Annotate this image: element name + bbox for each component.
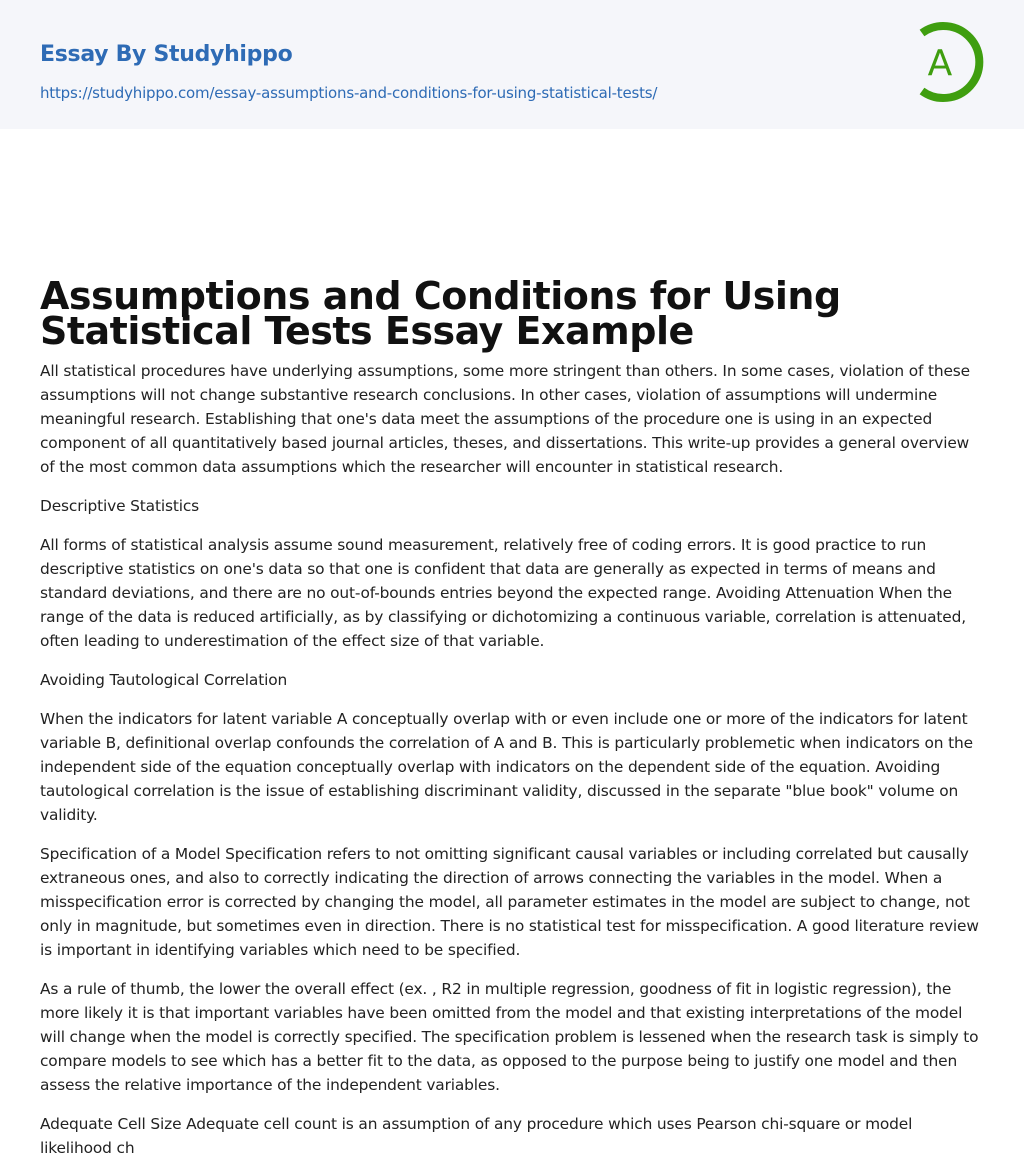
paragraph: All forms of statistical analysis assume sound measurement, relatively free of coding errors. It is good practice to run descriptive statistics on one's data so that one is confident that data are generally as expected in terms of means and standard deviations, and there are no out-of-bounds entries beyond the expected range. Avoiding Attenuation When the range of the data is reduced artificially, as by classifying or dichotomizing a continuous variable, correlation is attenuated, often leading to underestimation of the effect size of that variable. bbox=[40, 536, 966, 650]
section-heading: Avoiding Tautological Correlation bbox=[40, 671, 288, 689]
svg-text:A: A bbox=[927, 43, 953, 84]
paragraph: Adequate Cell Size Adequate cell count is an assumption of any procedure which uses Pearson chi-square or model likelihood ch bbox=[40, 1115, 913, 1157]
site-brand[interactable]: Essay By Studyhippo bbox=[40, 42, 293, 67]
page-url-link[interactable]: https://studyhippo.com/essay-assumptions-and-conditions-for-using-statistical-tests/ bbox=[40, 84, 658, 102]
article-title: Assumptions and Conditions for Using Statistical Tests Essay Example bbox=[40, 274, 841, 353]
site-header bbox=[0, 0, 1024, 129]
paragraph: When the indicators for latent variable A conceptually overlap with or even include one or more of the indicators for latent variable B, definitional overlap confounds the correlation of A and B. This is particularly problemetic when indicators on the independent side of the equation conceptually overlap with indicators on the dependent side of the equation. Avoiding tautological correlation is the issue of establishing discriminant validity, discussed in the separate "blue book" volume on validity. bbox=[40, 710, 973, 824]
article bbox=[0, 129, 1024, 1160]
section-heading: Descriptive Statistics bbox=[40, 497, 200, 515]
paragraph: As a rule of thumb, the lower the overall effect (ex. , R2 in multiple regression, goodness of fit in logistic regression), the more likely it is that important variables have been omitted from the model and that existing interpretations of the model will change when the model is correctly specified. The specification problem is lessened when the research task is simply to compare models to see which has a better fit to the data, as opposed to the purpose being to justify one model and then assess the relative importance of the independent variables. bbox=[40, 980, 979, 1094]
paragraph: Specification of a Model Specification refers to not omitting significant causal variables or including correlated but causally extraneous ones, and also to correctly indicating the direction of arrows connecting the variables in the model. When a misspecification error is corrected by changing the model, all parameter estimates in the model are subject to change, not only in magnitude, but sometimes even in direction. There is no statistical test for misspecification. A good literature review is important in identifying variables which need to be specified. bbox=[40, 845, 979, 959]
paragraph: All statistical procedures have underlying assumptions, some more stringent than others. In some cases, violation of these assumptions will not change substantive research conclusions. In other cases, violation of assumptions will undermine meaningful research. Establishing that one's data meet the assumptions of the procedure one is using in an expected component of all quantitatively based journal articles, theses, and dissertations. This write-up provides a general overview of the most common data assumptions which the researcher will encounter in statistical research. bbox=[40, 362, 970, 476]
studyhippo-logo-icon[interactable] bbox=[912, 19, 986, 105]
